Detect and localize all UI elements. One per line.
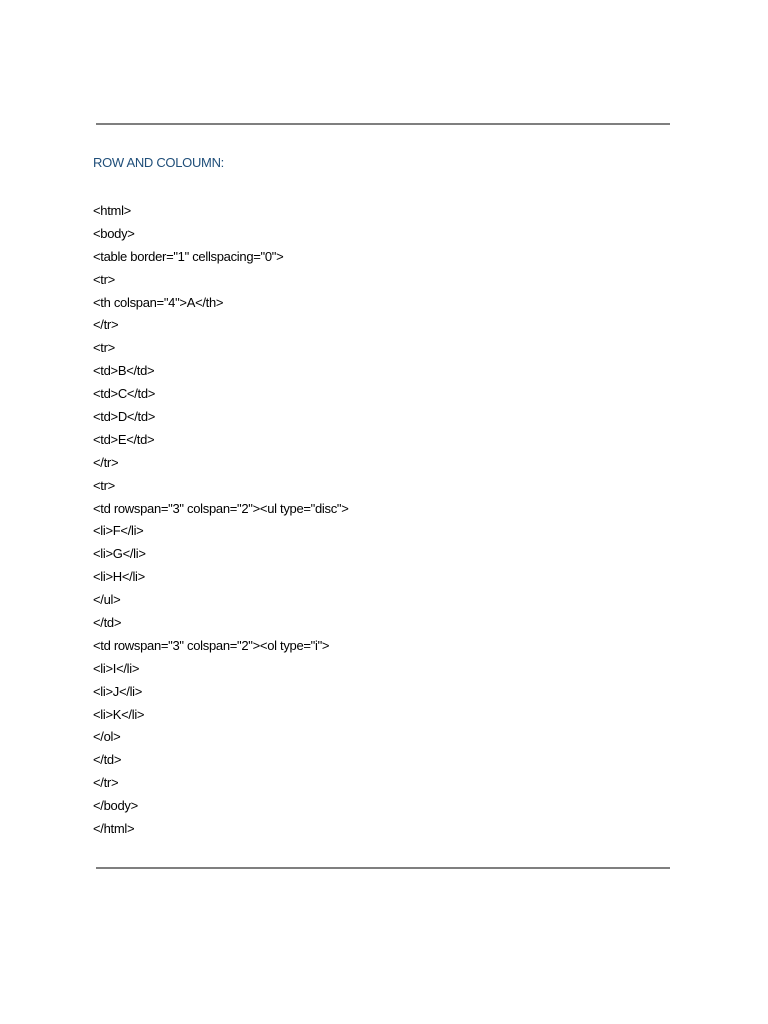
code-line: <html> bbox=[93, 203, 131, 218]
code-line: </tr> bbox=[93, 454, 119, 470]
code-line: <li>I</li> bbox=[93, 660, 140, 676]
code-line: </ol> bbox=[93, 729, 121, 745]
code-line: <td rowspan="3" colspan="2"><ol type="i"> bbox=[93, 637, 330, 653]
code-line: <li>G</li> bbox=[93, 546, 146, 562]
section-heading: ROW AND COLOUMN: bbox=[93, 155, 224, 170]
code-line: </ul> bbox=[93, 592, 121, 608]
code-line: <table border="1" cellspacing="0"> bbox=[93, 248, 284, 264]
code-line: <li>K</li> bbox=[93, 706, 145, 722]
code-line: </td> bbox=[93, 752, 122, 768]
bottom-horizontal-rule bbox=[96, 867, 670, 869]
code-line: </body> bbox=[93, 798, 138, 814]
code-line: </tr> bbox=[93, 775, 119, 791]
code-line: <td>E</td> bbox=[93, 431, 155, 447]
code-line: <tr> bbox=[93, 477, 115, 493]
code-line: <td>B</td> bbox=[93, 363, 155, 379]
code-line: <tr> bbox=[93, 340, 115, 356]
code-line: <td rowspan="3" colspan="2"><ul type="disc"> bbox=[93, 500, 349, 516]
code-line: <li>J</li> bbox=[93, 683, 143, 699]
code-line: <th colspan="4">A</th> bbox=[93, 294, 224, 310]
code-line: </html> bbox=[93, 821, 135, 837]
code-line: <li>F</li> bbox=[93, 523, 144, 539]
code-line: </tr> bbox=[93, 317, 119, 333]
code-line: <td>C</td> bbox=[93, 386, 156, 402]
top-horizontal-rule bbox=[96, 123, 670, 125]
code-line: <tr> bbox=[93, 271, 115, 287]
code-line: </td> bbox=[93, 615, 122, 631]
code-line: <body> bbox=[93, 225, 135, 241]
code-line: <td>D</td> bbox=[93, 409, 156, 425]
code-line: <li>H</li> bbox=[93, 569, 145, 585]
code-listing bbox=[93, 201, 349, 842]
